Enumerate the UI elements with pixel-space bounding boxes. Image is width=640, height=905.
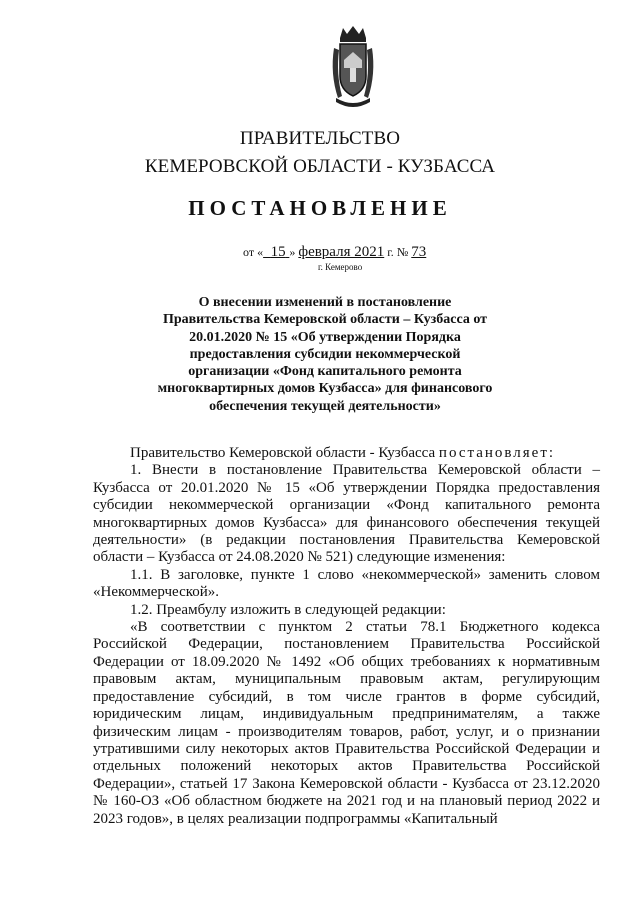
paragraph-1-1: 1.1. В заголовке, пункте 1 слово «некоммерческой» заменить словом «Некоммерческой». (93, 566, 600, 601)
government-name-line1: ПРАВИТЕЛЬСТВО (239, 128, 401, 149)
date-day: 15 (270, 244, 286, 260)
paragraph-preamble-text: «В соответствии с пунктом 2 статьи 78.1 Бюджетного кодекса Российской Федерации, постановлением Правительства Российской Федерации от 18.09.2020 № 1492 «Об общих требованиях к нормативным правовым актам, муниципальным правовым актам, регулирующим предоставление субсидий, в том числе грантов в форме субсидий, юридическим лицам, индивидуальным предпринимателям, а также физическим лицам - производителям товаров, работ, услуг, и о признании утратившими силу некоторых актов Правительства Российской Федерации и отдельных положений некоторых актов Правительства Российской Федерации», статьей 17 Закона Кемеровской области - Кузбасса от 23.12.2020 № 160-ОЗ «Об областном бюджете на 2021 год и на плановый период 2022 и 2023 годов», в целях реализации подпрограммы «Капитальный (93, 619, 600, 827)
date-mid: » (289, 245, 296, 259)
date-prefix: от « (243, 245, 264, 259)
coat-of-arms-icon (330, 24, 376, 112)
date-month-year: февраля 2021 (298, 244, 385, 260)
document-type: ПОСТАНОВЛЕНИЕ (188, 196, 452, 220)
dateline (243, 244, 426, 261)
city: г. Кемерово (318, 262, 363, 272)
number-sign: № (396, 245, 409, 259)
date-year-suffix: г. (387, 245, 394, 259)
government-name-line2: КЕМЕРОВСКОЙ ОБЛАСТИ - КУЗБАССА (144, 156, 496, 177)
paragraph-preamble: Правительство Кемеровской области - Кузбасса постановляет: (130, 445, 556, 461)
resolves-word: постановляет: (438, 445, 556, 461)
document-number: 73 (411, 244, 427, 260)
paragraph-1: 1. Внести в постановление Правительства Кемеровской области – Кузбасса от 20.01.2020 № 15 «Об утверждении Порядка предоставления субсидии некоммерческой организации «Фонд капитального ремонта многоквартирных домов Кузбасса» для финансового обеспечения текущей деятельности» (в редакции постановления Правительства Кемеровской области – Кузбасса от 24.08.2020 № 521) следующие изменения: (93, 462, 600, 566)
paragraph-1-2: 1.2. Преамбулу изложить в следующей редакции: (130, 601, 446, 618)
document-body (93, 445, 600, 828)
document-title: О внесении изменений в постановление Правительства Кемеровской области – Кузбасса от 20.01.2020 № 15 «Об утверждении Порядка предоставления субсидии некоммерческой организации «Фонд капитального ремонта многоквартирных домов Кузбасса» для финансового обеспечения текущей деятельности» (157, 295, 493, 414)
